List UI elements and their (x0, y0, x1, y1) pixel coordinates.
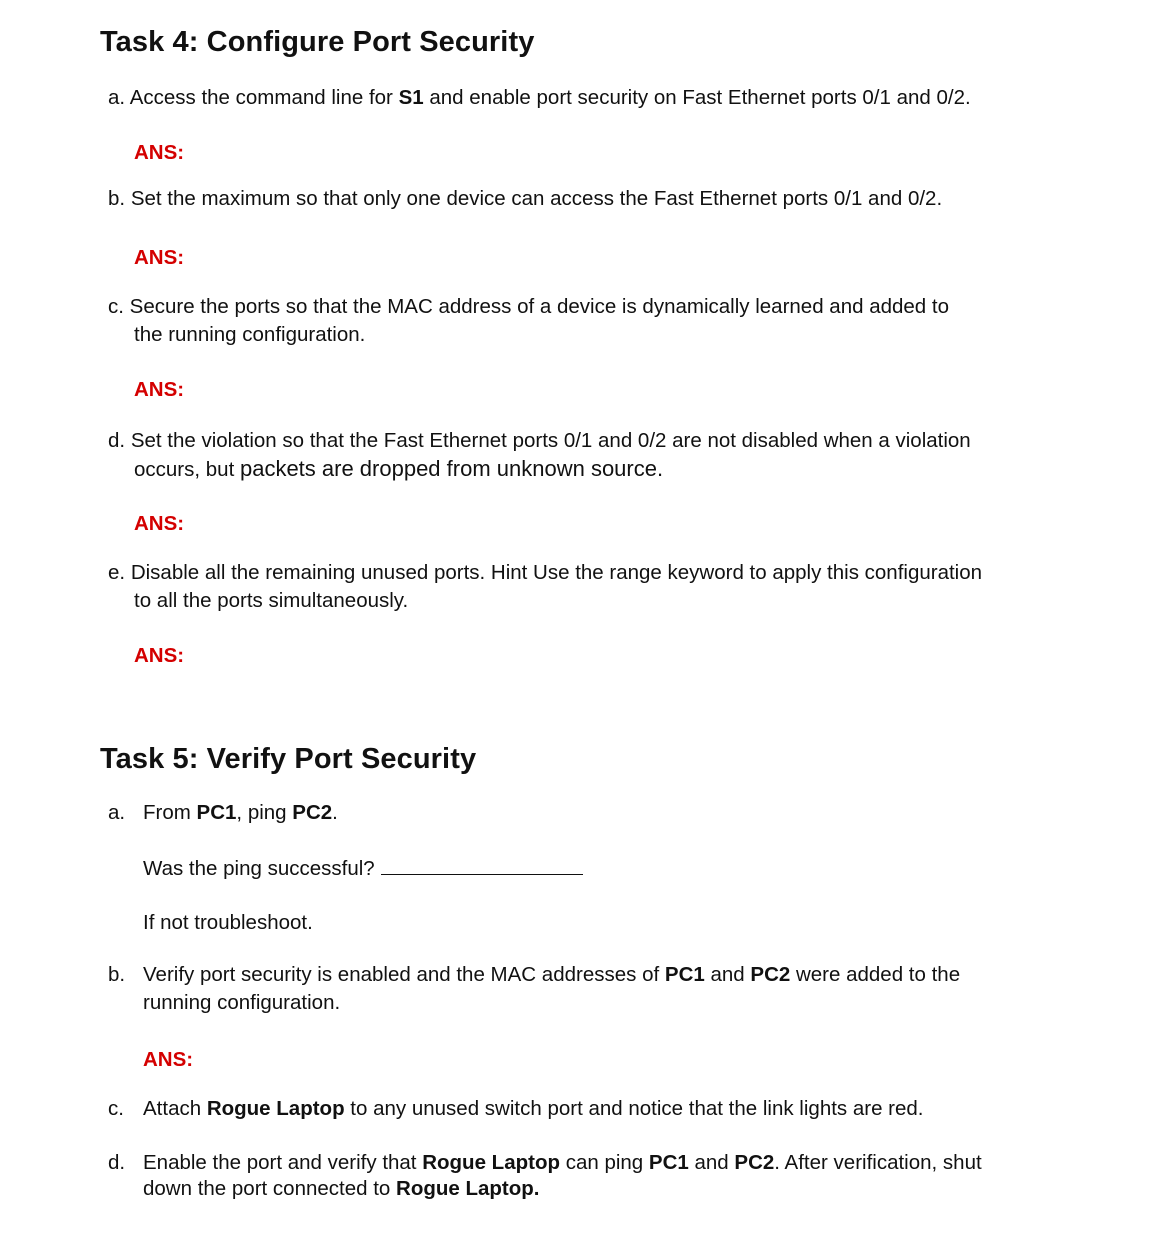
item-text: Set the violation so that the Fast Ethernet ports 0/1 and 0/2 are not disabled when a violation (130, 429, 971, 452)
item-bold-text: PC2 (292, 801, 333, 824)
task5-item-c-text (143, 1095, 924, 1123)
task4-answer-e: ANS: (134, 644, 185, 667)
item-bold-text: PC1 (196, 801, 237, 824)
item-bold-text: PC2 (734, 1151, 775, 1174)
item-bold-text: Rogue Laptop (206, 1097, 345, 1120)
task5-item-d-line2 (143, 1175, 540, 1203)
item-text: Secure the ports so that the MAC address of a device is dynamically learned and added to (129, 295, 949, 318)
item-label: a. (108, 86, 126, 109)
item-label: c. (108, 1097, 124, 1120)
item-bold-text: Rogue Laptop. (396, 1177, 540, 1200)
task4-item-e-line2: to all the ports simultaneously. (134, 589, 409, 612)
task4-item-c-line2: the running configuration. (134, 323, 366, 346)
item-bold-text: S1 (398, 86, 424, 109)
ping-question (143, 855, 583, 883)
troubleshoot-note: If not troubleshoot. (143, 911, 313, 934)
task4-item-a (108, 84, 971, 112)
task4-answer-b: ANS: (134, 246, 185, 269)
task4-item-b (108, 185, 942, 213)
task4-item-e (108, 559, 982, 587)
item-text: . (332, 801, 338, 824)
item-text: . After verification, shut (774, 1151, 982, 1174)
item-text: occurs, but (134, 458, 240, 481)
item-text: , ping (236, 801, 293, 824)
item-text-larger: packets are dropped from unknown source. (239, 456, 664, 481)
task5-item-b-text (143, 961, 960, 989)
task5-answer-b: ANS: (143, 1048, 194, 1071)
task5-item-b-line2: running configuration. (143, 991, 341, 1014)
task4-item-d-line2 (134, 455, 663, 484)
item-text: From (143, 801, 197, 824)
item-text: Access the command line for (129, 86, 399, 109)
item-text: can ping (560, 1151, 649, 1174)
item-label: d. (108, 429, 126, 452)
task4-answer-c: ANS: (134, 378, 185, 401)
item-bold-text: PC1 (664, 963, 705, 986)
item-text: and (688, 1151, 735, 1174)
item-text: and enable port security on Fast Ethernet ports 0/1 and 0/2. (423, 86, 971, 109)
item-label: b. (108, 187, 126, 210)
task5-item-a-text (143, 799, 338, 827)
item-text: were added to the (790, 963, 961, 986)
item-bold-text: Rogue Laptop (422, 1151, 560, 1174)
item-text: Disable all the remaining unused ports. Hint Use the range keyword to apply this configuration (130, 561, 983, 584)
task4-answer-a: ANS: (134, 141, 185, 164)
item-text: to any unused switch port and notice that the link lights are red. (344, 1097, 924, 1120)
item-bold-text: PC2 (750, 963, 791, 986)
item-label: e. (108, 561, 126, 584)
item-label: d. (108, 1151, 126, 1174)
question-text: Was the ping successful? (143, 857, 375, 880)
task4-item-d (108, 427, 971, 455)
task4-item-c (108, 293, 949, 321)
answer-blank-line[interactable] (381, 856, 583, 875)
task5-title: Task 5: Verify Port Security (100, 743, 477, 775)
task5-item-a (108, 799, 125, 827)
item-text: Enable the port and verify that (143, 1151, 423, 1174)
item-text: Verify port security is enabled and the MAC addresses of (143, 963, 665, 986)
task4-answer-d: ANS: (134, 512, 185, 535)
task5-item-d-text (143, 1149, 982, 1177)
task5-item-d (108, 1149, 125, 1177)
task5-item-c (108, 1095, 124, 1123)
item-text: down the port connected to (143, 1177, 397, 1200)
item-text: Attach (143, 1097, 207, 1120)
item-text: and (704, 963, 751, 986)
item-text: Set the maximum so that only one device can access the Fast Ethernet ports 0/1 and 0/2. (130, 187, 943, 210)
item-label: b. (108, 963, 126, 986)
item-bold-text: PC1 (648, 1151, 689, 1174)
task4-title: Task 4: Configure Port Security (100, 26, 535, 58)
item-label: c. (108, 295, 124, 318)
item-label: a. (108, 801, 126, 824)
task5-item-b (108, 961, 125, 989)
